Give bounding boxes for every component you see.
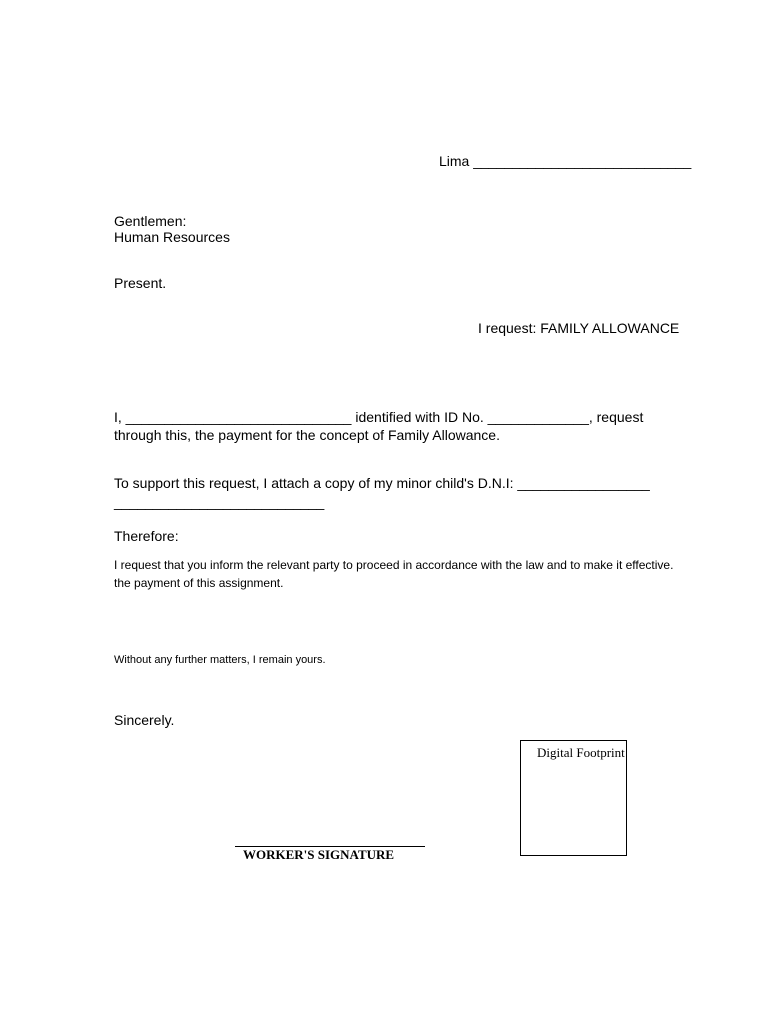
worker-signature-label: WORKER'S SIGNATURE — [243, 847, 395, 862]
body-line-1: I, _____________________________ identified with ID No. _____________, request — [114, 409, 644, 425]
therefore-label: Therefore: — [114, 528, 179, 544]
present-line: Present. — [114, 275, 167, 291]
inform-line-1: I request that you inform the relevant party to proceed in accordance with the law and to make it effective. — [114, 558, 674, 572]
body-line-2: through this, the payment for the concept of Family Allowance. — [114, 427, 500, 443]
closing-line: Without any further matters, I remain yours. — [114, 654, 326, 666]
digital-footprint-label: Digital Footprint — [537, 745, 625, 760]
support-line-1: To support this request, I attach a copy of my minor child's D.N.I: _________________ — [114, 475, 650, 491]
inform-line-2: the payment of this assignment. — [114, 576, 284, 590]
support-line-2: ___________________________ — [114, 494, 325, 510]
digital-footprint-box — [520, 740, 627, 856]
addressee-salutation: Gentlemen: — [114, 213, 187, 229]
addressee-department: Human Resources — [114, 229, 230, 245]
date-line: Lima ____________________________ — [439, 153, 692, 169]
sincerely-line: Sincerely. — [114, 712, 175, 728]
request-subject: I request: FAMILY ALLOWANCE — [478, 320, 680, 336]
